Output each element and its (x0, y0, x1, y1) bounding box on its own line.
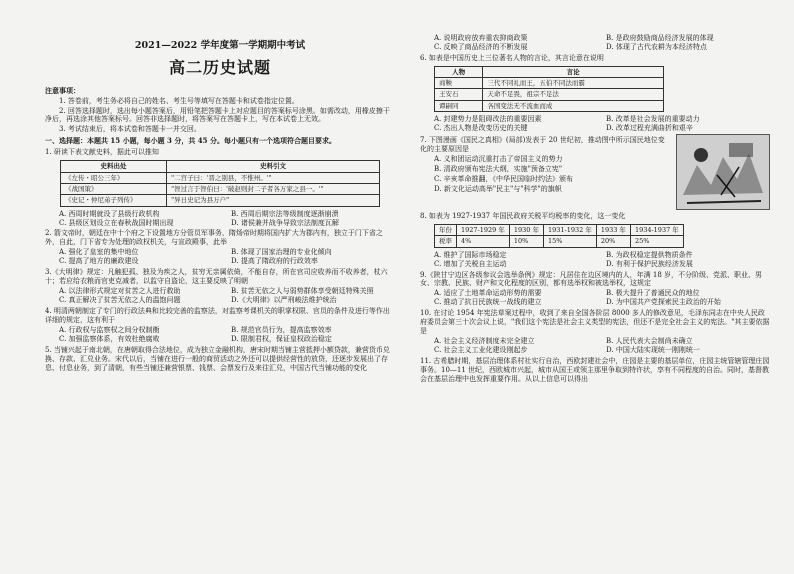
option: B. 规范官员行为，提高监察效率 (231, 325, 332, 334)
option: B. 清政府颁布宪法大纲，实施"预备立宪" (434, 164, 563, 173)
option: A. 以法律形式规定对贫苦之人进行救助 (59, 287, 181, 296)
notice-item: 2. 回答选择题时，选出每小题答案后，用铅笔把答题卡上对应题目的答案标号涂黑。如需改动，用橡皮擦干净后，再选涂其他答案标号。回答非选择题时，将答案写在答题卡上，写在本试卷上无效。 (45, 106, 390, 124)
table-cell: "二宫子曰：'晋之别县，不惟州。'" (167, 172, 380, 183)
question-stem: 5. 当铺兴起于南北朝，在唐朝取得合法地位，成为独立金融机构，唐宋时期当铺主营抵押小额贷款，兼营货币兑换、存款、汇兑业务。宋代以后，当铺在进行一般的商贸活动之外还可以提供经营性的放贷，还逐步发展出了存息、付息业务，到了清朝，有些当铺还兼营银票、钱票、会票发行及来往汇兑，中国古代当铺功能的变化 (45, 345, 390, 372)
tariff-table (434, 224, 684, 248)
table-cell: 年份 (435, 224, 457, 235)
option: A. 强化了皇室的集中地位 (59, 248, 139, 257)
option: B. 西周后期宗法等级制度逐渐崩溃 (231, 209, 339, 218)
table-cell: 1933 年 (596, 224, 630, 235)
table-cell: 1931-1932 年 (543, 224, 596, 235)
table-cell: 王安石 (435, 89, 483, 100)
question-stem: 3.《大明律》规定：凡触犯孤、独及为疾之人，贫穷无亲属依倚，不能自存，所在官司应收养而不收养者，杖六十；若应给衣粮而官吏克减者，以监守自盗论，这主要反映了明朝 (45, 268, 388, 286)
table-row (61, 183, 380, 194)
table-row (435, 224, 684, 235)
option: B. 贫苦无依之人与弱势群体享受朝廷特殊关照 (231, 287, 374, 296)
option: A. 封建势力是阻碍改法的重要因素 (434, 115, 542, 124)
table-row (61, 195, 380, 206)
notice-item: 1. 答卷前，考生务必将自己的姓名、考生号等填写在答题卡和试卷指定位置。 (59, 96, 299, 105)
option: C. 社会主义工业化建设刚起步 (434, 346, 528, 355)
table-cell: 三代不同礼而王，五伯不同法而霸 (483, 78, 664, 89)
options (59, 326, 395, 344)
notice-heading: 注意事项： (45, 85, 80, 95)
options (59, 287, 395, 305)
option: C. 反映了商品经济的不断发展 (434, 42, 528, 51)
option: D. 体现了古代农耕为本经济特点 (606, 42, 707, 51)
section-heading: 一、选择题：本题共 15 小题，每小题 3 分，共 45 分。每小题只有一个选项符合题目要求。 (45, 136, 336, 146)
table-cell: 税率 (435, 236, 457, 247)
options (59, 248, 395, 266)
table-cell: 4% (457, 236, 510, 247)
table-cell: 《左传・昭公三年》 (61, 172, 167, 183)
table-cell: 1927-1929 年 (457, 224, 510, 235)
table-row (435, 100, 664, 111)
table-cell: 20% (596, 236, 630, 247)
table-row (435, 78, 664, 89)
option: A. 行政权与监察权之间分权制衡 (59, 325, 160, 334)
option: C. 真正解决了贫苦无依之人的温饱问题 (59, 296, 181, 305)
option: B. 改革是社会发展的重要动力 (606, 115, 700, 124)
table-row (435, 89, 664, 100)
table-cell: 商鞅 (435, 78, 483, 89)
table-cell: 天命不足畏，祖宗不足法 (483, 89, 664, 100)
cartoon-illustration (677, 135, 769, 209)
table-row (61, 172, 380, 183)
left-column (45, 8, 395, 374)
option: A. 说明政府放弃重农抑商政策 (434, 34, 528, 42)
option: C. 县级区划设立在春秋战国时期出现 (59, 218, 174, 227)
option: B. 人民代表大会制尚未确立 (606, 337, 693, 346)
table-cell: 各国变法无不流血而成 (483, 100, 664, 111)
notice-item: 3. 考试结束后，将本试卷和答题卡一并交回。 (59, 125, 201, 134)
question-stem: 7. 下图漫画《国民之真相》(局部)发表于 20 世纪初，推动图中所示国民地位变化的主要原因是 (420, 136, 665, 153)
table-row (435, 236, 684, 247)
subject-title: 高二历史试题 (168, 58, 271, 78)
source-table (60, 160, 380, 206)
cartoon-image (676, 134, 770, 210)
question-stem: 8. 如表为 1927-1937 年国民政府关税平均税率的变化，这一变化 (420, 212, 626, 221)
option: D. 诸侯兼并战争导致宗法制度瓦解 (231, 218, 339, 227)
option: D. 提高了隋政府的行政效率 (231, 257, 318, 266)
table-header: 史料出处 (61, 161, 167, 172)
question-stem: 1. 研读下表文献史料，据此可以推知 (45, 148, 159, 157)
option: A. 社会主义经济制度未完全建立 (434, 337, 535, 346)
table-cell: 1930 年 (509, 224, 543, 235)
table-cell: 25% (630, 236, 683, 247)
table-cell: 谭嗣同 (435, 100, 483, 111)
table-header: 人物 (435, 66, 483, 77)
table-header: 史料引文 (167, 161, 380, 172)
option: B. 为政权稳定提供物质条件 (606, 250, 693, 259)
option: D. 新文化运动高举"民主"与"科学"的旗帜 (434, 184, 562, 193)
option: B. 极大提升了普通民众的地位 (606, 289, 700, 298)
options (434, 337, 770, 355)
quote-table (434, 66, 664, 112)
q7-block (420, 134, 770, 210)
question-stem: 6. 如表是中国历史上三位著名人物的言论，其言论意在说明 (420, 53, 604, 62)
option: A. 维护了国际市场稳定 (434, 250, 507, 259)
option: C. 推动了抗日民族统一战线的建立 (434, 298, 542, 307)
options (434, 251, 770, 269)
table-cell: 1934-1937 年 (630, 224, 683, 235)
question-stem: 11. 古希腊时期，基层治理体系村社实行自治，西欧封建社会中，庄园是主要的基层单位，庄园主统管辖管理庄园事务。10—11 世纪，西欧城市兴起，城市从国王或领主那里争取到特许状，享有不同程度的自治。同时，基督教会在基层治理中也发挥重要作用。从以上信息可以得出 (420, 357, 770, 383)
table-cell: "智过言于智伯曰：'破赵则封二子者各万家之县一。'" (167, 183, 380, 194)
table-cell: "异日史记为县万户" (167, 195, 380, 206)
table-cell: 《战国策》 (61, 183, 167, 194)
option: B. 体现了国家治理的专业化倾向 (231, 248, 332, 257)
table-cell: 《史记・仲尼弟子列传》 (61, 195, 167, 206)
option: A. 西周时期就设了县级行政机构 (59, 209, 160, 218)
options (434, 115, 770, 133)
option: A. 适应了土地革命运动形势的需要 (434, 289, 542, 298)
option: D. 中国大陆实现统一刚刚统一 (606, 346, 700, 355)
option: C. 辛亥革命推翻，《中华民国临时约法》颁布 (434, 174, 574, 183)
option: D. 有利于保护民族经济发展 (606, 259, 693, 268)
right-column (420, 8, 770, 385)
question-stem: 10. 在讨论 1954 年宪法草案过程中，收到了来自全国各阶层 8000 多人的修改意见，毛泽东同志在中央人民政府委员会第三十次会议上说，"我们这个宪法是社会主义类型的宪法，但还不是完全社会主义的宪法。"其主要依据是 (420, 309, 770, 336)
option: D. 为中国共产党探索民主政治的开始 (606, 298, 721, 307)
option: A. 义和团运动沉重打击了帝国主义的势力 (434, 154, 563, 163)
option: D. 改革过程充满曲折和艰辛 (606, 124, 693, 133)
option: B. 是政府鼓励商品经济发展的体现 (606, 34, 714, 42)
table-cell: 15% (543, 236, 596, 247)
option: D. 限制君权，保证皇权政治稳定 (231, 334, 332, 343)
option: C. 杰出人物是改变历史的关键 (434, 124, 528, 133)
option: C. 加强监察体系，有效杜绝腐败 (59, 334, 160, 343)
option: C. 增加了关税自主运动 (434, 259, 507, 268)
options (434, 34, 770, 52)
options (59, 210, 395, 228)
question-stem: 2. 箭文帝时，朝廷在中十个府之下设置地方分管员军事务，隋炀帝时期将国内扩大为郡内有，独立于门下省之外，自此，门下省专为处理的政权机关，与宣政殿事，此举 (45, 229, 383, 247)
options (434, 289, 770, 307)
option: C. 提高了地方的廉政建设 (59, 257, 139, 266)
table-cell: 10% (509, 236, 543, 247)
question-stem: 4. 明清两朝制定了专门的行政法典和比较完善的监察法，对监察考课机关的职掌权限、官员的条件及进行等作出详细的规定，这有利于 (45, 307, 390, 325)
exam-title: 2021—2022 学年度第一学期期中考试 (134, 40, 306, 51)
question-stem: 9.《陕甘宁边区各级参议会选举条例》规定：凡居住在边区境内的人，年满 18 岁，不分阶级、党派、职业、男女、宗教、民族、财产和文化程度的区别，都有选举权和被选举权，这规定 (420, 270, 763, 288)
option: D.《大明律》以严刑峻法维护统治 (231, 296, 337, 305)
table-header: 言论 (483, 66, 664, 77)
